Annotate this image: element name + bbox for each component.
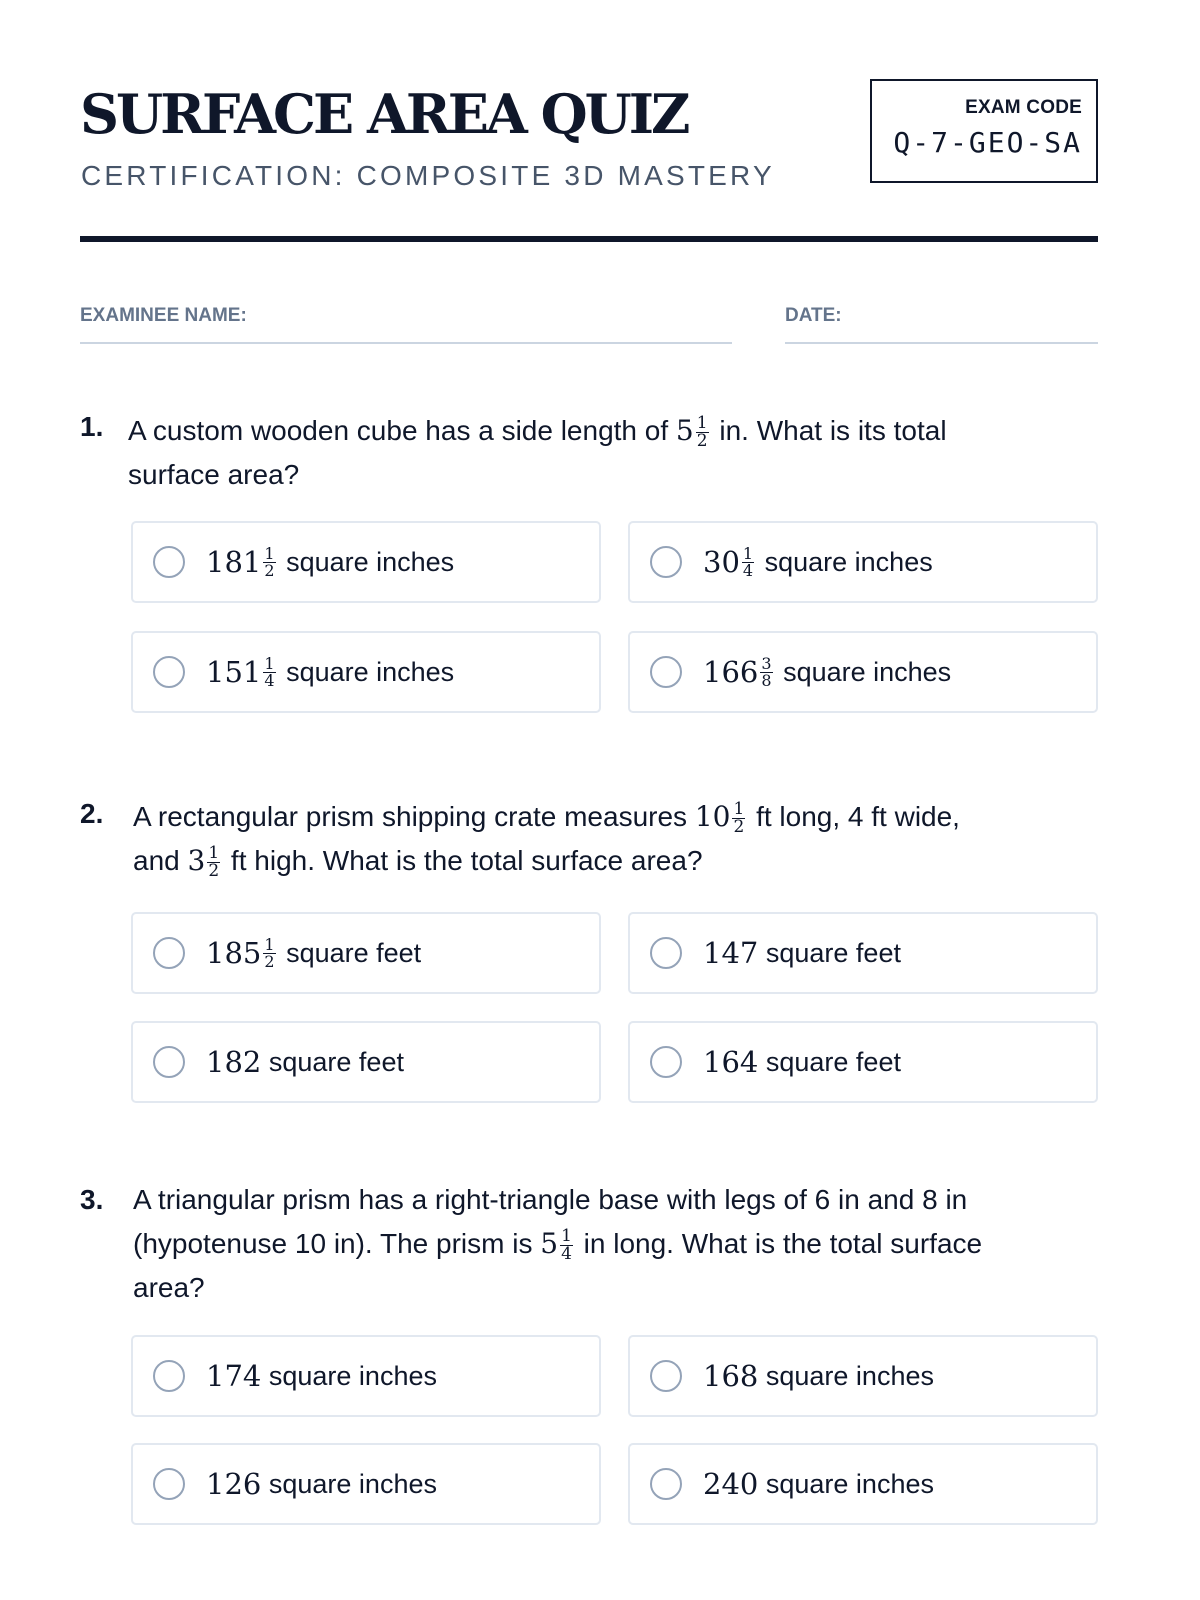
question-3-text-c: in long. What is the total surface	[575, 1228, 983, 1259]
option-numerator: 1	[264, 653, 275, 673]
q2-option-2[interactable]	[628, 912, 1098, 994]
option-whole: 182	[206, 1045, 262, 1079]
question-1-math-denominator: 2	[696, 431, 708, 452]
radio-button[interactable]	[153, 1046, 185, 1078]
option-fraction	[742, 543, 754, 580]
option-numerator: 1	[742, 543, 754, 563]
option-whole: 151	[206, 655, 262, 689]
option-whole: 147	[703, 936, 759, 970]
radio-button[interactable]	[153, 937, 185, 969]
option-label	[206, 1445, 437, 1523]
radio-button[interactable]	[153, 656, 185, 688]
option-fraction	[263, 543, 275, 580]
option-denominator: 2	[264, 560, 275, 580]
radio-button[interactable]	[650, 1468, 682, 1500]
question-2-line-2	[133, 839, 960, 883]
option-fraction	[760, 653, 772, 690]
question-3-math-denominator: 4	[561, 1244, 572, 1265]
option-numerator: 3	[761, 653, 772, 673]
question-1-line-2: surface area?	[128, 459, 300, 490]
option-label	[703, 1337, 934, 1415]
q1-option-1[interactable]	[131, 521, 601, 603]
option-unit: square inches	[286, 656, 455, 687]
radio-button[interactable]	[650, 937, 682, 969]
option-label	[703, 1023, 901, 1101]
question-1-number: 1.	[80, 411, 104, 442]
option-denominator: 4	[742, 560, 754, 580]
question-1-line-1	[128, 409, 947, 453]
question-3-line-2	[133, 1222, 982, 1266]
question-2-math2-denominator: 2	[208, 861, 220, 882]
question-2-math2-whole: 3	[187, 844, 206, 877]
question-2-math1-denominator: 2	[733, 817, 745, 838]
question-2-text-b: ft long, 4 ft wide,	[748, 801, 960, 832]
q2-option-1[interactable]	[131, 912, 601, 994]
question-3-line-3: area?	[133, 1272, 205, 1303]
option-whole: 30	[703, 545, 740, 579]
option-whole: 240	[703, 1467, 759, 1501]
question-1-text	[128, 409, 947, 497]
question-3-math-numerator: 1	[561, 1226, 572, 1247]
q2-option-3[interactable]	[131, 1021, 601, 1103]
date-label: DATE:	[785, 305, 842, 326]
option-label	[206, 914, 421, 992]
question-2-number: 2.	[80, 798, 104, 829]
question-2-math1-whole: 10	[694, 800, 731, 833]
option-whole: 168	[703, 1359, 759, 1393]
q1-option-3[interactable]	[131, 631, 601, 713]
q3-option-3[interactable]	[131, 1443, 601, 1525]
question-2-text-d: ft high. What is the total surface area?	[223, 845, 703, 876]
option-whole: 185	[206, 936, 262, 970]
option-unit: square feet	[268, 1046, 404, 1077]
examinee-name-field[interactable]	[80, 300, 732, 344]
option-unit: square feet	[765, 937, 901, 968]
header-divider	[80, 236, 1098, 242]
option-label	[206, 1023, 404, 1101]
option-denominator: 8	[761, 670, 772, 690]
option-unit: square feet	[286, 937, 422, 968]
q1-option-4[interactable]	[628, 631, 1098, 713]
question-1-math-fraction	[696, 415, 709, 450]
option-label	[703, 523, 933, 601]
q1-option-2[interactable]	[628, 521, 1098, 603]
option-fraction	[263, 653, 275, 690]
radio-button[interactable]	[650, 656, 682, 688]
option-label	[206, 1337, 437, 1415]
question-2-text-c: and	[133, 845, 188, 876]
question-2-line-1	[133, 795, 960, 839]
question-3-text-b: (hypotenuse 10 in). The prism is	[133, 1228, 541, 1259]
question-2-text-a: A rectangular prism shipping crate measures	[133, 801, 695, 832]
option-unit: square inches	[764, 546, 933, 577]
option-label	[206, 523, 454, 601]
option-label	[703, 633, 951, 711]
option-whole: 174	[206, 1359, 262, 1393]
option-label	[703, 914, 901, 992]
option-unit: square inches	[765, 1360, 934, 1391]
option-denominator: 4	[264, 670, 275, 690]
question-3-math-whole: 5	[540, 1227, 559, 1260]
page-title: SURFACE AREA QUIZ	[80, 82, 688, 146]
question-2-math2-numerator: 1	[208, 843, 220, 864]
radio-button[interactable]	[153, 1360, 185, 1392]
radio-button[interactable]	[650, 546, 682, 578]
option-denominator: 2	[264, 951, 275, 971]
option-whole: 126	[206, 1467, 262, 1501]
option-fraction	[263, 934, 275, 971]
question-2-text	[133, 795, 960, 883]
option-numerator: 1	[264, 934, 275, 954]
question-3-line-1: A triangular prism has a right-triangle base with legs of 6 in and 8 in	[133, 1184, 968, 1215]
option-unit: square inches	[286, 546, 455, 577]
date-field[interactable]	[785, 300, 1098, 344]
examinee-name-label: EXAMINEE NAME:	[80, 305, 247, 326]
option-whole: 164	[703, 1045, 759, 1079]
question-1-text-b: in. What is its total	[711, 415, 947, 446]
option-unit: square inches	[268, 1468, 437, 1499]
exam-code-box	[870, 79, 1098, 183]
option-whole: 181	[206, 545, 262, 579]
question-2-math1-numerator: 1	[733, 799, 745, 820]
exam-code-value: Q-7-GEO-SA	[893, 126, 1082, 159]
radio-button[interactable]	[153, 546, 185, 578]
option-label	[206, 633, 454, 711]
option-numerator: 1	[264, 543, 275, 563]
page-subtitle: CERTIFICATION: COMPOSITE 3D MASTERY	[81, 160, 775, 191]
question-2-math2-fraction	[207, 845, 220, 880]
q3-option-1[interactable]	[131, 1335, 601, 1417]
q2-option-4[interactable]	[628, 1021, 1098, 1103]
question-1-text-a: A custom wooden cube has a side length of	[128, 415, 676, 446]
option-unit: square inches	[268, 1360, 437, 1391]
radio-button[interactable]	[153, 1468, 185, 1500]
q3-option-4[interactable]	[628, 1443, 1098, 1525]
question-2-math1-fraction	[732, 801, 745, 836]
question-3-math-fraction	[560, 1228, 573, 1263]
question-1-math-whole: 5	[675, 414, 694, 447]
option-unit: square inches	[783, 656, 952, 687]
question-3-number: 3.	[80, 1184, 104, 1215]
option-whole: 166	[703, 655, 759, 689]
q3-option-2[interactable]	[628, 1335, 1098, 1417]
option-unit: square inches	[765, 1468, 934, 1499]
question-1-math-numerator: 1	[696, 413, 708, 434]
radio-button[interactable]	[650, 1360, 682, 1392]
question-3-text	[133, 1178, 982, 1310]
radio-button[interactable]	[650, 1046, 682, 1078]
exam-code-label: EXAM CODE	[965, 97, 1082, 118]
option-label	[703, 1445, 934, 1523]
option-unit: square feet	[765, 1046, 901, 1077]
